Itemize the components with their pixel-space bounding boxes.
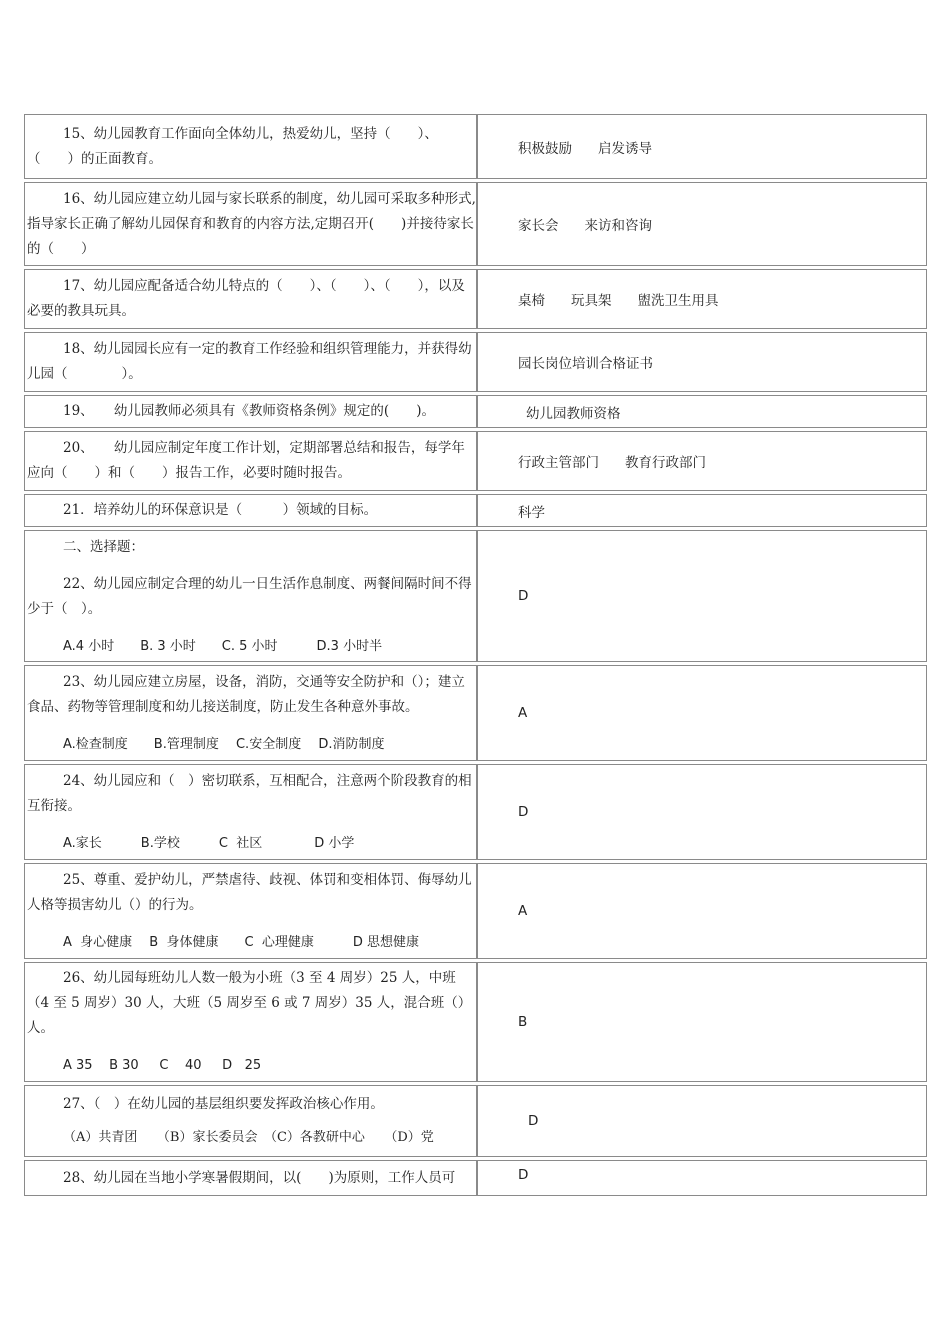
table-row: [24, 1160, 927, 1196]
qa-table: [24, 114, 927, 1196]
answer-cell: [477, 395, 927, 428]
answer-text: 教育行政部门: [625, 455, 706, 471]
options-text: （A）共青团 （B）家长委员会 （C）各教研中心 （D）党: [63, 1130, 434, 1145]
table-row: [24, 395, 927, 428]
answer-cell: [477, 494, 927, 527]
answer-cell: [477, 269, 927, 329]
question-text: 16、幼儿园应建立幼儿园与家长联系的制度，幼儿园可采取多种形式,指导家长正确了解幼儿园保育和教育的内容方法,定期召开( )并接待家长的（ ）: [27, 190, 476, 257]
answer-cell: [477, 764, 927, 860]
answer-text: D: [518, 804, 529, 820]
question-cell: [24, 962, 477, 1082]
answer-text: 来访和咨询: [584, 218, 652, 234]
question-cell: [24, 269, 477, 329]
table-row: [24, 764, 927, 860]
table-row: [24, 530, 927, 662]
question-text: 28、幼儿园在当地小学寒暑假期间，以( )为原则，工作人员可: [63, 1169, 456, 1186]
question-cell: [24, 764, 477, 860]
answer-cell: [477, 665, 927, 761]
table-row: [24, 1085, 927, 1157]
table-row: [24, 863, 927, 959]
answer-text: 家长会: [518, 218, 559, 234]
question-cell: [24, 1160, 477, 1196]
answer-cell: [477, 114, 927, 179]
section-title: 二、选择题：: [63, 539, 144, 555]
answer-text: 盥洗卫生用具: [637, 293, 719, 309]
answer-cell: [477, 530, 927, 662]
answer-text: 幼儿园教师资格: [526, 405, 621, 422]
options-text: A.家长 B.学校 C 社区 D 小学: [63, 835, 355, 851]
question-cell: [24, 182, 477, 266]
question-text: 25、尊重、爱护幼儿，严禁虐待、歧视、体罚和变相体罚、侮辱幼儿人格等损害幼儿（）的行为。: [27, 871, 472, 913]
qa-table-container: [24, 114, 927, 1196]
question-text: 24、幼儿园应和（ ）密切联系，互相配合，注意两个阶段教育的相互衔接。: [27, 772, 472, 814]
question-cell: [24, 665, 477, 761]
answer-cell: [477, 1160, 927, 1196]
options-text: A.4 小时 B. 3 小时 C. 5 小时 D.3 小时半: [63, 639, 383, 654]
answer-text: D: [528, 1113, 539, 1129]
question-cell: [24, 863, 477, 959]
question-text: 26、幼儿园每班幼儿人数一般为小班（3 至 4 周岁）25 人，中班（4 至 5 周岁）30 人，大班（5 周岁至 6 或 7 周岁）35 人，混合班（）人。: [27, 970, 472, 1036]
question-cell: [24, 332, 477, 392]
question-text: 20、 幼儿园应制定年度工作计划，定期部署总结和报告，每学年应向（ ）和（ ）报告工作，必要时随时报告。: [27, 440, 465, 481]
table-row: [24, 269, 927, 329]
options-text: A 身心健康 B 身体健康 C 心理健康 D 思想健康: [63, 934, 419, 950]
question-cell: [24, 114, 477, 179]
answer-text: 玩具架: [571, 293, 612, 309]
question-cell: [24, 1085, 477, 1157]
table-row: [24, 665, 927, 761]
answer-text: 行政主管部门: [518, 455, 599, 471]
answer-cell: [477, 182, 927, 266]
answer-cell: [477, 431, 927, 491]
table-row: [24, 431, 927, 491]
options-text: A.检查制度 B.管理制度 C.安全制度 D.消防制度: [63, 736, 385, 752]
question-cell: [24, 431, 477, 491]
answer-text: D: [518, 588, 529, 604]
question-text: 19、 幼儿园教师必须具有《教师资格条例》规定的( )。: [63, 403, 435, 419]
question-text: 18、幼儿园园长应有一定的教育工作经验和组织管理能力，并获得幼儿园（ ）。: [27, 341, 472, 382]
answer-text: 积极鼓励: [518, 140, 572, 157]
question-cell: [24, 530, 477, 662]
question-text: 27、（ ）在幼儿园的基层组织要发挥政治核心作用。: [63, 1096, 384, 1112]
answer-text: 科学: [518, 504, 545, 521]
answer-text: 园长岗位培训合格证书: [518, 356, 653, 372]
question-text: 15、幼儿园教育工作面向全体幼儿，热爱幼儿，坚持（ ）、（ ）的正面教育。: [27, 125, 438, 167]
table-row: [24, 182, 927, 266]
table-row: [24, 962, 927, 1082]
question-text: 17、幼儿园应配备适合幼儿特点的（ ）、（ ）、（ ），以及必要的教具玩具。: [27, 278, 465, 319]
answer-text: B: [518, 1014, 528, 1030]
table-row: [24, 114, 927, 179]
question-text: 22、幼儿园应制定合理的幼儿一日生活作息制度、两餐间隔时间不得少于（ ）。: [27, 576, 472, 617]
question-cell: [24, 395, 477, 428]
answer-text: A: [518, 903, 528, 919]
answer-cell: [477, 863, 927, 959]
answer-text: D: [518, 1167, 529, 1183]
answer-text: 启发诱导: [598, 140, 652, 157]
answer-cell: [477, 1085, 927, 1157]
table-row: [24, 494, 927, 527]
question-cell: [24, 494, 477, 527]
question-text: 21．培养幼儿的环保意识是（ ）领域的目标。: [63, 502, 378, 518]
answer-text: A: [518, 705, 528, 721]
answer-cell: [477, 332, 927, 392]
question-text: 23、幼儿园应建立房屋，设备，消防，交通等安全防护和（）；建立食品、药物等管理制度和幼儿接送制度，防止发生各种意外事故。: [27, 673, 465, 715]
answer-text: 桌椅: [518, 293, 545, 309]
table-row: [24, 332, 927, 392]
answer-cell: [477, 962, 927, 1082]
options-text: A 35 B 30 C 40 D 25: [63, 1058, 262, 1073]
